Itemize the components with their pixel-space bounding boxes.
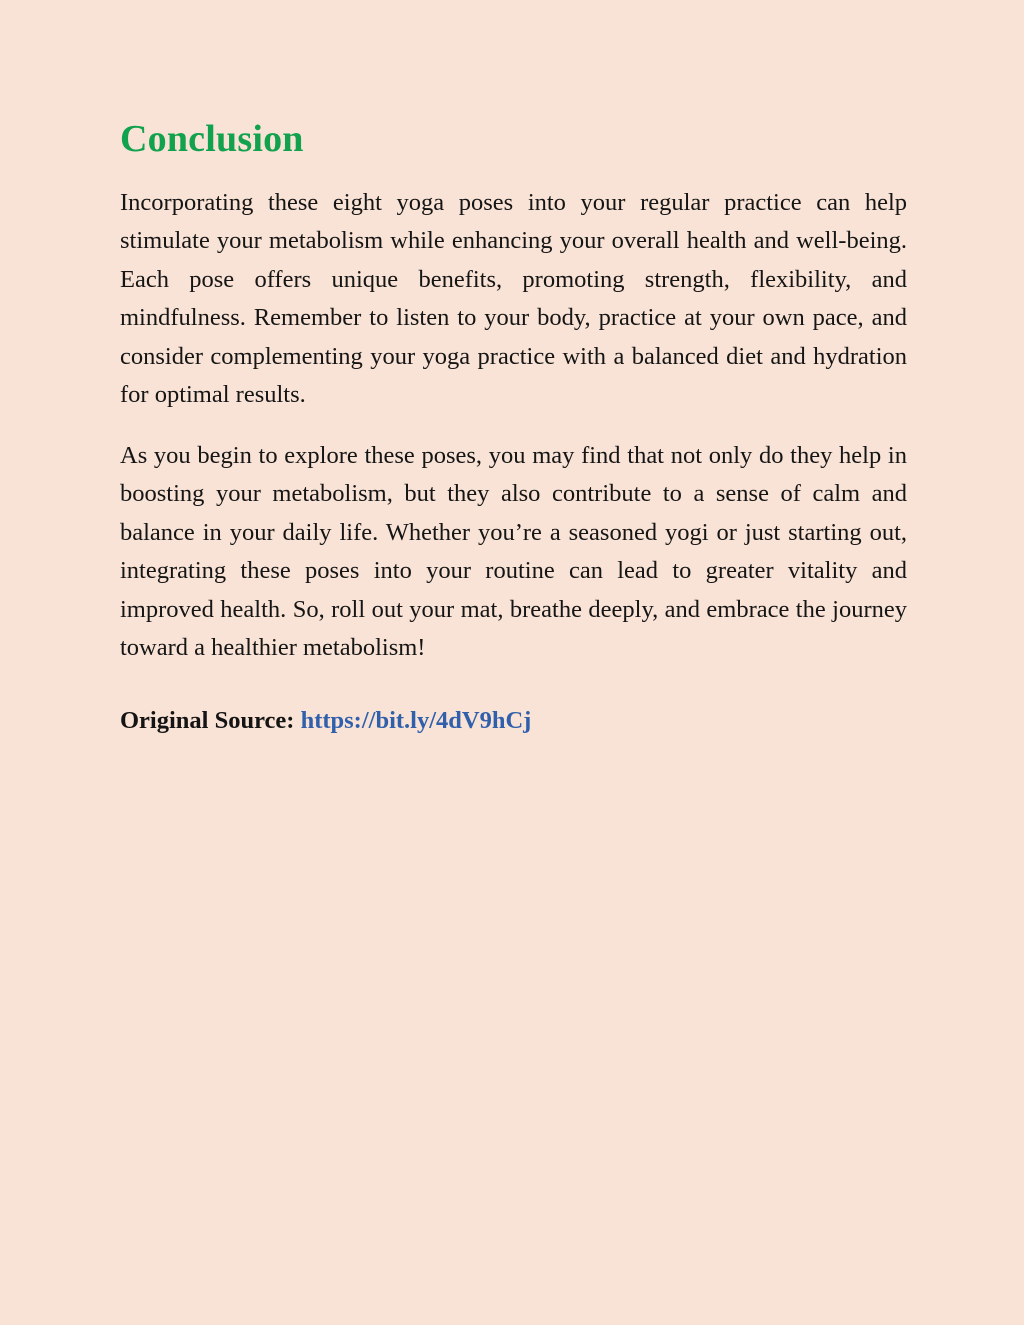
page-title: Conclusion: [120, 118, 304, 160]
document-content: [120, 118, 907, 740]
original-source-label: Original Source:: [120, 706, 295, 734]
original-source-link[interactable]: https://bit.ly/4dV9hCj: [300, 706, 532, 734]
body-paragraph-2: As you begin to explore these poses, you may find that not only do they help in boosting your metabolism, but they also contribute to a sense of calm and balance in your daily life. Whether you’re a seasoned yogi or just starting out, integrating these poses into your routine can lead to greater vitality and improved health. So, roll out your mat, breathe deeply, and embrace the journey toward a healthier metabolism!: [120, 441, 907, 662]
body-paragraph-1: Incorporating these eight yoga poses into your regular practice can help stimulate your metabolism while enhancing your overall health and well-being. Each pose offers unique benefits, promoting strength, flexibility, and mindfulness. Remember to listen to your body, practice at your own pace, and consider complementing your yoga practice with a balanced diet and hydration for optimal results.: [120, 188, 907, 409]
original-source-line: [120, 702, 907, 741]
